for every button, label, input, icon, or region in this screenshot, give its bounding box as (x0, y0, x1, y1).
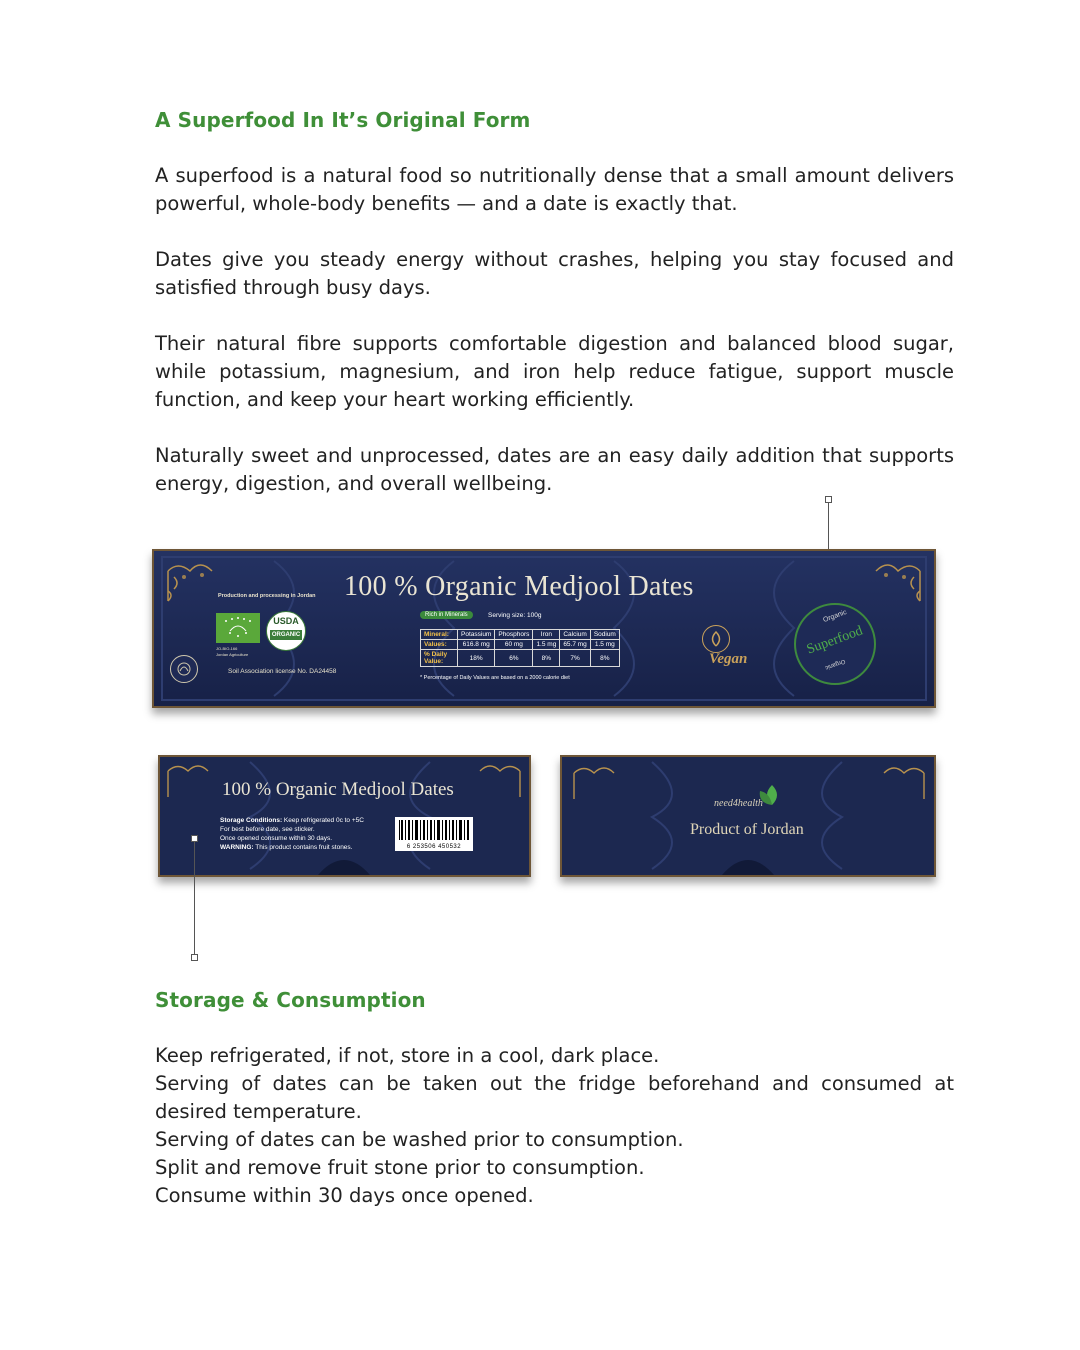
eu-organic-leaf-icon (216, 613, 260, 643)
leader-start-square (191, 835, 198, 842)
nutrition-value-cell: 616.8 mg (458, 640, 495, 650)
rich-in-minerals-badge: Rich in Minerals (420, 611, 473, 619)
nutrition-daily-label: % Daily Value: (421, 650, 458, 667)
section-heading-storage: Storage & Consumption (155, 988, 426, 1012)
nutrition-daily-row (421, 650, 620, 667)
barcode-icon (395, 817, 473, 843)
vegan-leaf-icon (702, 625, 730, 653)
usda-bottom-text: ORGANIC (271, 632, 301, 638)
paragraph-energy: Dates give you steady energy without crashes, helping you stay focused and satisfied through busy days. (155, 248, 954, 299)
storage-line-2: For best before date, see sticker. (220, 826, 315, 833)
seal-top-text: Organic (822, 609, 848, 624)
storage-line: Consume within 30 days once opened. (155, 1184, 534, 1207)
serving-size: Serving size: 100g (488, 612, 542, 619)
nutrition-header-row (421, 630, 620, 640)
barcode-number: 6 253506 450532 (406, 844, 462, 850)
product-box-main (152, 549, 936, 708)
box-main-title: 100 % Organic Medjool Dates (344, 571, 694, 602)
nutrition-value-cell: 1.5 mg (533, 640, 560, 650)
storage-line: Keep refrigerated, if not, store in a cool, dark place. (155, 1044, 660, 1067)
nutrition-header-cell: Mineral: (421, 630, 458, 640)
leader-end-square (825, 496, 832, 503)
nutrition-footnote: * Percentage of Daily Values are based on a 2000 calorie diet (420, 675, 570, 681)
warning-label: WARNING: (220, 844, 254, 851)
nutrition-values-row (421, 640, 620, 650)
section-heading-superfood: A Superfood In It’s Original Form (155, 108, 531, 132)
paragraph-superfood-definition: A superfood is a natural food so nutritionally dense that a small amount delivers powerful, whole-body benefits — and a date is exactly that. (155, 164, 954, 215)
leader-end-square (191, 954, 198, 961)
eu-sub: Jordan Agriculture (216, 652, 249, 657)
organic-superfood-seal-icon (794, 603, 876, 685)
soil-association-license: Soil Association license No. DA24458 (228, 668, 337, 675)
usda-top-text: USDA (273, 616, 299, 626)
storage-line: Serving of dates can be taken out the fridge beforehand and consumed at desired temperature. (155, 1072, 954, 1123)
nutrition-values-label: Values: (421, 640, 458, 650)
nutrition-daily-cell: 18% (458, 650, 495, 667)
storage-instructions (155, 1042, 954, 1210)
nutrition-daily-cell: 7% (560, 650, 591, 667)
storage-label: Storage Conditions: (220, 817, 283, 824)
nutrition-value-cell: 60 mg (495, 640, 533, 650)
paragraph-naturally-sweet: Naturally sweet and unprocessed, dates are an easy daily addition that supports energy, digestion, and overall wellbeing. (155, 444, 954, 495)
nutrition-value-cell: 65.7 mg (560, 640, 591, 650)
box-pattern (562, 757, 934, 875)
nutrition-header-cell: Calcium (560, 630, 591, 640)
nutrition-daily-cell: 8% (590, 650, 619, 667)
nutrition-header-cell: Iron (533, 630, 560, 640)
box-left-title: 100 % Organic Medjool Dates (222, 779, 454, 800)
leader-line-storage (194, 842, 195, 954)
storage-line: Serving of dates can be washed prior to consumption. (155, 1128, 684, 1151)
nutrition-header-cell: Sodium (590, 630, 619, 640)
storage-line: Split and remove fruit stone prior to consumption. (155, 1156, 645, 1179)
storage-block (220, 816, 364, 852)
seal-bottom-text: Organic (824, 657, 846, 671)
nutrition-header-cell: Potassium (458, 630, 495, 640)
seal-main-text: Superfood (804, 623, 865, 658)
warning-text: This product contains fruit stones. (255, 844, 353, 851)
nutrition-daily-cell: 6% (495, 650, 533, 667)
product-of-jordan: Product of Jordan (690, 821, 804, 838)
soil-association-icon (170, 655, 198, 683)
product-box-left (158, 755, 531, 877)
storage-text: Keep refrigerated 0c to +5C (283, 817, 364, 824)
barcode (395, 817, 473, 851)
nutrition-value-cell: 1.5 mg (590, 640, 619, 650)
storage-line-3: Once opened consume within 30 days. (220, 835, 333, 842)
nutrition-daily-cell: 8% (533, 650, 560, 667)
paragraph-fibre-minerals: Their natural fibre supports comfortable digestion and balanced blood sugar, while potassium, magnesium, and iron help reduce fatigue, support muscle function, and keep your heart working efficiently. (155, 332, 954, 411)
nutrition-table (420, 629, 620, 667)
nutrition-header-cell: Phosphors (495, 630, 533, 640)
brand-name: need4health (714, 798, 763, 809)
eu-code: JO-BIO-166 (216, 646, 238, 651)
vegan-label: Vegan (709, 651, 748, 667)
usda-organic-seal-icon (266, 611, 306, 651)
production-text: Production and processing in Jordan (218, 593, 316, 599)
product-box-right (560, 755, 936, 877)
